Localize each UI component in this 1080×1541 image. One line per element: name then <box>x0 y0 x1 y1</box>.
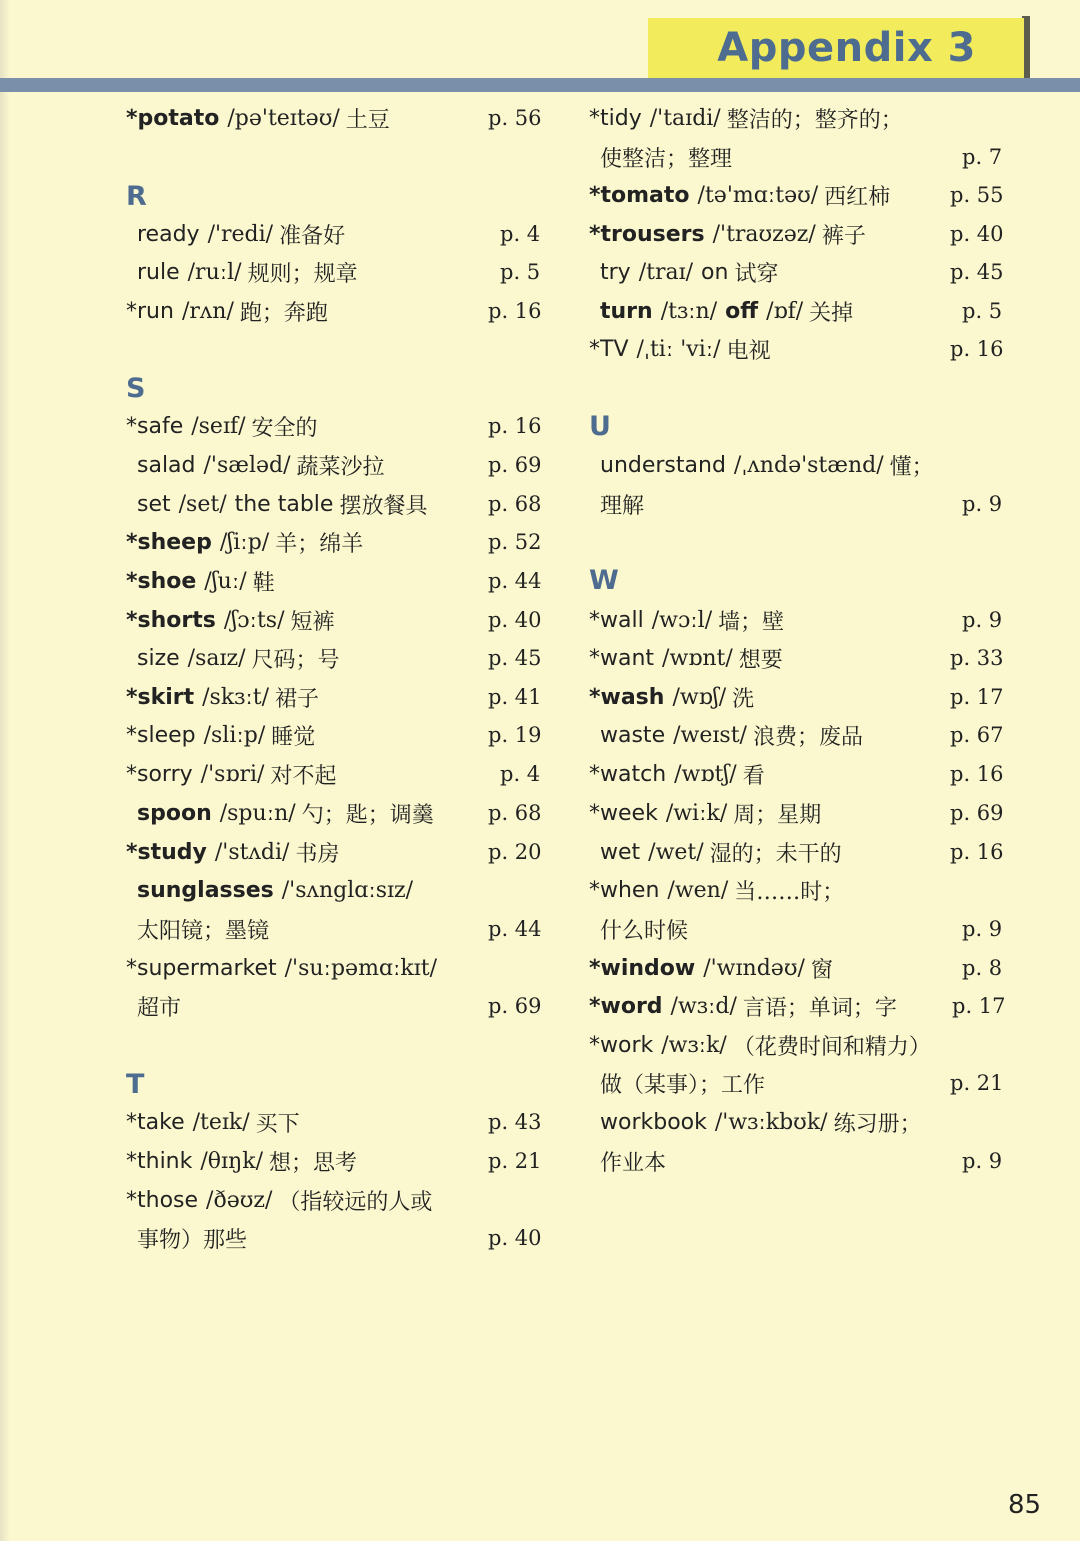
section-letter-s: S <box>126 373 146 404</box>
entry-ipa: /tə'mɑːtəʊ/ <box>697 182 819 208</box>
entry-page: p. 9 <box>962 917 1003 941</box>
entry-translation: 安全的 <box>251 415 318 441</box>
entry-page: p. 16 <box>950 840 1004 864</box>
entry-word: *when <box>589 877 660 903</box>
entry-translation: 浪费；废品 <box>752 724 863 750</box>
entry-word: *want <box>589 645 655 671</box>
entry-word: rule <box>137 259 180 285</box>
page-left-edge <box>0 0 10 1541</box>
entry-translation: 勺；匙；调羹 <box>301 802 434 828</box>
entry-ipa: /sliːp/ <box>203 722 266 748</box>
entry-wash <box>589 679 754 715</box>
entry-word: *window <box>589 955 696 981</box>
entry-ipa: /set/ <box>178 491 227 517</box>
entry-ipa: /ruːl/ <box>187 259 242 285</box>
entry-ipa: /'sʌnglɑːsɪz/ <box>281 877 414 903</box>
entry-size <box>137 640 340 676</box>
entry-translation: 土豆 <box>345 107 390 133</box>
entry-page: p. 56 <box>488 106 542 130</box>
entry-ipa-2: /ɒf/ <box>766 298 804 324</box>
entry-translation: 看 <box>742 763 765 789</box>
entry-ipa: /pə'teɪtəʊ/ <box>227 105 340 131</box>
entry-translation-cont: 事物）那些 <box>137 1227 248 1253</box>
entry-ipa: /skɜːt/ <box>202 684 270 710</box>
entry-page: p. 20 <box>488 840 542 864</box>
entry-page: p. 33 <box>950 646 1004 670</box>
entry-word: *take <box>126 1109 185 1135</box>
entry-ipa: /ʃiːp/ <box>219 529 270 555</box>
entry-page: p. 69 <box>488 994 542 1018</box>
entry-run <box>126 293 328 329</box>
entry-ipa: /wɜːd/ <box>670 993 737 1019</box>
entry-work-line2 <box>600 1065 765 1101</box>
entry-translation: 整洁的；整齐的； <box>726 107 903 133</box>
entry-word: *wash <box>589 684 665 710</box>
entry-word: workbook <box>600 1109 707 1135</box>
entry-word: turn <box>600 298 653 324</box>
entry-word: *tidy <box>589 105 642 131</box>
entry-word: *skirt <box>126 684 195 710</box>
entry-translation: 书房 <box>295 841 340 867</box>
entry-understand-line2 <box>600 486 644 522</box>
entry-translation-cont: 使整洁；整理 <box>600 146 733 172</box>
section-letter-u: U <box>589 411 611 442</box>
entry-page: p. 19 <box>488 723 542 747</box>
entry-safe <box>126 408 318 444</box>
entry-word: *tomato <box>589 182 690 208</box>
entry-word: *think <box>126 1148 193 1174</box>
entry-translation: 关掉 <box>809 300 854 326</box>
appendix-title: Appendix 3 <box>717 25 976 71</box>
section-letter-t: T <box>126 1069 145 1100</box>
entry-tomato <box>589 177 890 213</box>
entry-page: p. 17 <box>950 685 1004 709</box>
entry-ipa: /θɪŋk/ <box>200 1148 263 1174</box>
entry-when <box>589 872 844 908</box>
entry-translation: 墙；壁 <box>718 609 785 635</box>
entry-page: p. 21 <box>488 1149 542 1173</box>
entry-translation: 裙子 <box>275 686 320 712</box>
entry-ipa: /wen/ <box>667 877 729 903</box>
entry-salad <box>137 447 385 483</box>
entry-ipa: /'wɜːkbʊk/ <box>714 1109 828 1135</box>
entry-translation: （花费时间和精力） <box>732 1034 931 1060</box>
entry-ipa: /wɔːl/ <box>651 607 713 633</box>
appendix-tab <box>648 18 1024 78</box>
entry-word: set <box>137 491 171 517</box>
entry-translation: 试穿 <box>734 261 779 287</box>
entry-try <box>600 254 778 290</box>
entry-study <box>126 834 339 870</box>
entry-shorts <box>126 602 335 638</box>
entry-page: p. 4 <box>500 222 541 246</box>
entry-ipa: /teɪk/ <box>192 1109 250 1135</box>
entry-word: waste <box>600 722 666 748</box>
entry-word: *sorry <box>126 761 193 787</box>
entry-those <box>126 1182 432 1218</box>
entry-translation: 规则；规章 <box>247 261 358 287</box>
section-letter-r: R <box>126 181 147 212</box>
entry-word: *safe <box>126 413 184 439</box>
entry-tidy <box>589 100 903 136</box>
entry-understand <box>600 447 934 483</box>
entry-page: p. 21 <box>950 1071 1004 1095</box>
entry-translation: 裤子 <box>821 223 866 249</box>
entry-translation: 鞋 <box>252 570 275 596</box>
entry-translation-cont: 做（某事）；工作 <box>600 1072 766 1098</box>
entry-take <box>126 1104 300 1140</box>
entry-ipa: /ˌʌndə'stænd/ <box>733 452 884 478</box>
entry-tv <box>589 331 771 367</box>
entry-translation: 湿的；未干的 <box>709 841 842 867</box>
entry-word: try <box>600 259 631 285</box>
entry-page: p. 45 <box>950 260 1004 284</box>
entry-ready <box>137 216 345 252</box>
entry-translation: 想；思考 <box>268 1150 357 1176</box>
entry-page: p. 17 <box>952 994 1006 1018</box>
entry-ipa: /ˌtiː 'viː/ <box>636 336 721 362</box>
entry-page: p. 40 <box>950 222 1004 246</box>
entry-page: p. 45 <box>488 646 542 670</box>
entry-translation: 睡觉 <box>271 724 316 750</box>
entry-page: p. 16 <box>488 414 542 438</box>
entry-ipa: /wɒʃ/ <box>672 684 727 710</box>
entry-word-item <box>589 988 897 1024</box>
entry-translation-cont: 什么时候 <box>600 918 689 944</box>
entry-translation: 言语；单词；字 <box>742 995 897 1021</box>
entry-rule <box>137 254 358 290</box>
entry-work <box>589 1027 931 1063</box>
entry-page: p. 9 <box>962 1149 1003 1173</box>
entry-page: p. 43 <box>488 1110 542 1134</box>
entry-wet <box>600 834 842 870</box>
entry-phrase: the table <box>234 491 334 517</box>
entry-page: p. 67 <box>950 723 1004 747</box>
entry-phrase: off <box>725 298 759 324</box>
entry-sleep <box>126 717 315 753</box>
entry-potato <box>126 100 390 136</box>
entry-skirt <box>126 679 319 715</box>
entry-ipa: /ʃuː/ <box>204 568 247 594</box>
entry-page: p. 16 <box>488 299 542 323</box>
entry-translation: （指较远的人或 <box>278 1189 433 1215</box>
entry-translation: 羊；绵羊 <box>275 531 364 557</box>
entry-those-line2 <box>137 1220 247 1256</box>
entry-word: spoon <box>137 800 212 826</box>
entry-translation: 洗 <box>732 686 755 712</box>
entry-page: p. 9 <box>962 608 1003 632</box>
entry-translation: 跑；奔跑 <box>239 300 328 326</box>
entry-translation: 电视 <box>726 338 771 364</box>
entry-ipa: /rʌn/ <box>181 298 234 324</box>
entry-ipa: /wɜːk/ <box>661 1032 727 1058</box>
section-letter-w: W <box>589 565 619 596</box>
entry-page: p. 16 <box>950 337 1004 361</box>
entry-page: p. 41 <box>488 685 542 709</box>
entry-ipa: /saɪz/ <box>187 645 246 671</box>
entry-page: p. 69 <box>950 801 1004 825</box>
entry-translation-cont: 理解 <box>600 493 645 519</box>
entry-sunglasses <box>137 872 413 908</box>
header-band <box>0 78 1080 92</box>
entry-word: *sleep <box>126 722 196 748</box>
entry-translation: 窗 <box>810 957 833 983</box>
entry-word: *run <box>126 298 174 324</box>
entry-page: p. 7 <box>962 145 1003 169</box>
entry-ipa: /'traʊzəz/ <box>712 221 816 247</box>
entry-ipa: /traɪ/ <box>638 259 694 285</box>
entry-ipa: /tɜːn/ <box>660 298 718 324</box>
entry-page: p. 4 <box>500 762 541 786</box>
entry-translation: 对不起 <box>270 763 337 789</box>
entry-word: understand <box>600 452 726 478</box>
entry-ipa: /seɪf/ <box>191 413 246 439</box>
entry-ipa: /weɪst/ <box>673 722 747 748</box>
entry-wall <box>589 602 784 638</box>
entry-supermarket-line2 <box>137 988 181 1024</box>
entry-word: *week <box>589 800 658 826</box>
entry-word: *study <box>126 839 207 865</box>
entry-word: *word <box>589 993 663 1019</box>
entry-translation: 懂； <box>889 454 934 480</box>
entry-shoe <box>126 563 275 599</box>
entry-translation: 短裤 <box>290 609 335 635</box>
entry-word: *those <box>126 1187 199 1213</box>
entry-page: p. 16 <box>950 762 1004 786</box>
entry-page: p. 68 <box>488 492 542 516</box>
entry-word: *TV <box>589 336 629 362</box>
entry-word: *trousers <box>589 221 705 247</box>
entry-sorry <box>126 756 336 792</box>
entry-phrase: on <box>701 259 729 285</box>
entry-ipa: /wɒtʃ/ <box>674 761 737 787</box>
entry-spoon <box>137 795 434 831</box>
entry-word: sunglasses <box>137 877 274 903</box>
entry-ipa: /wɒnt/ <box>662 645 733 671</box>
page-number: 85 <box>1008 1490 1042 1520</box>
entry-page: p. 40 <box>488 1226 542 1250</box>
entry-word: salad <box>137 452 196 478</box>
entry-translation: 想要 <box>738 647 783 673</box>
entry-translation: 买下 <box>255 1111 300 1137</box>
entry-word: ready <box>137 221 200 247</box>
entry-translation: 西红柿 <box>824 184 891 210</box>
entry-sheep <box>126 524 363 560</box>
entry-page: p. 69 <box>488 453 542 477</box>
entry-word: *watch <box>589 761 667 787</box>
entry-set <box>137 486 427 522</box>
entry-watch <box>589 756 765 792</box>
entry-page: p. 52 <box>488 530 542 554</box>
entry-tidy-line2 <box>600 139 732 175</box>
entry-ipa: /'wɪndəʊ/ <box>703 955 805 981</box>
entry-ipa: /wiːk/ <box>665 800 728 826</box>
entry-ipa: /'redi/ <box>207 221 274 247</box>
entry-when-line2 <box>600 911 688 947</box>
entry-translation: 超市 <box>137 995 182 1021</box>
entry-word: *sheep <box>126 529 212 555</box>
entry-ipa: /wet/ <box>648 839 704 865</box>
entry-page: p. 9 <box>962 492 1003 516</box>
entry-word: *shoe <box>126 568 197 594</box>
entry-workbook-line2 <box>600 1143 666 1179</box>
entry-word: *supermarket <box>126 955 277 981</box>
entry-trousers <box>589 216 866 252</box>
entry-word: *shorts <box>126 607 216 633</box>
entry-translation: 周；星期 <box>733 802 822 828</box>
entry-ipa: /spuːn/ <box>219 800 296 826</box>
entry-ipa: /'stʌdi/ <box>214 839 290 865</box>
entry-ipa: /ʃɔːts/ <box>223 607 285 633</box>
entry-page: p. 55 <box>950 183 1004 207</box>
entry-ipa: /ðəʊz/ <box>206 1187 273 1213</box>
entry-want <box>589 640 783 676</box>
entry-ipa: /'taɪdi/ <box>649 105 721 131</box>
entry-supermarket <box>126 950 437 986</box>
entry-workbook <box>600 1104 922 1140</box>
entry-page: p. 5 <box>962 299 1003 323</box>
entry-page: p. 40 <box>488 608 542 632</box>
entry-page: p. 44 <box>488 917 542 941</box>
entry-week <box>589 795 821 831</box>
entry-turn <box>600 293 853 329</box>
entry-translation: 当……时； <box>734 879 845 905</box>
entry-waste <box>600 717 863 753</box>
entry-translation: 摆放餐具 <box>339 493 428 519</box>
entry-page: p. 68 <box>488 801 542 825</box>
entry-ipa: /'sæləd/ <box>203 452 291 478</box>
entry-ipa: /'sɒri/ <box>200 761 265 787</box>
entry-page: p. 44 <box>488 569 542 593</box>
entry-translation: 蔬菜沙拉 <box>296 454 385 480</box>
entry-translation: 练习册； <box>833 1111 922 1137</box>
entry-translation: 准备好 <box>279 223 346 249</box>
entry-page: p. 8 <box>962 956 1003 980</box>
entry-word: size <box>137 645 180 671</box>
entry-window <box>589 950 833 986</box>
entry-page: p. 5 <box>500 260 541 284</box>
entry-sunglasses-line2 <box>137 911 269 947</box>
entry-translation: 尺码；号 <box>251 647 340 673</box>
entry-translation-cont: 作业本 <box>600 1150 667 1176</box>
entry-translation: 太阳镜；墨镜 <box>137 918 270 944</box>
entry-word: *wall <box>589 607 644 633</box>
entry-think <box>126 1143 357 1179</box>
entry-word: *potato <box>126 105 220 131</box>
entry-ipa: /'suːpəmɑːkɪt/ <box>284 955 438 981</box>
entry-word: *work <box>589 1032 654 1058</box>
entry-word: wet <box>600 839 641 865</box>
